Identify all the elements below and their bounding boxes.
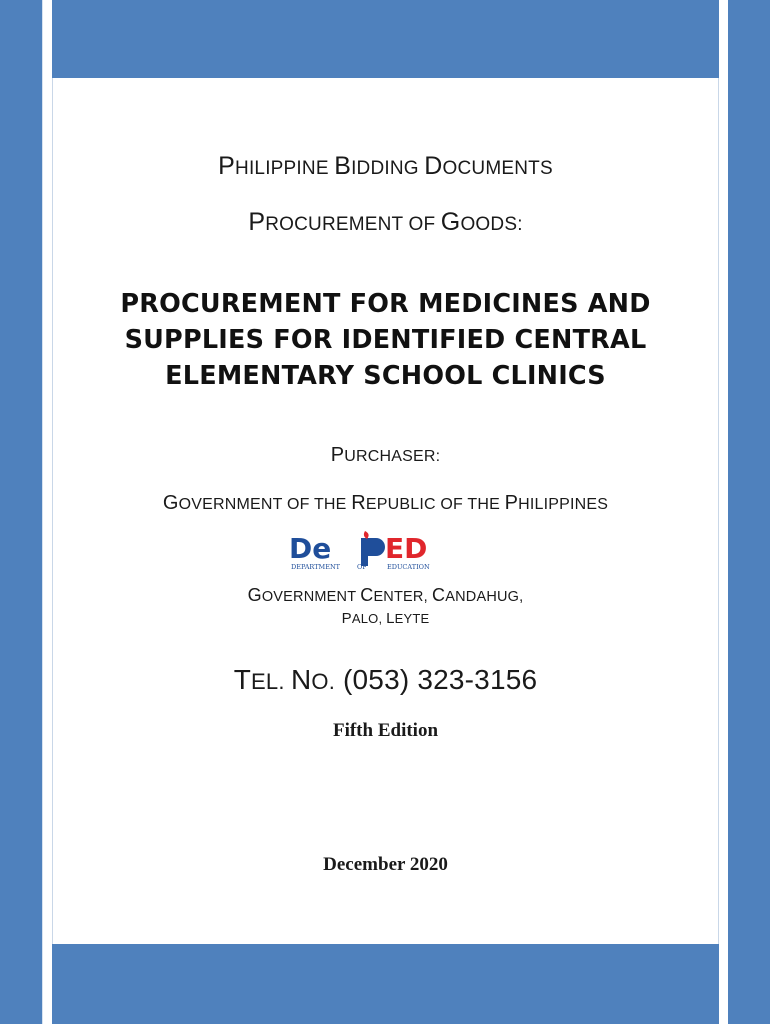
purchaser-label: PURCHASER: (330, 444, 441, 466)
deped-logo-graphic (287, 530, 457, 572)
doc-category-heading: PROCUREMENT OF GOODS: (248, 208, 523, 236)
edition-label: Fifth Edition (332, 720, 439, 741)
address-line-1: GOVERNMENT CENTER, CANDAHUG, (247, 585, 524, 605)
logo-subtitle-of: OF (357, 563, 367, 571)
logo-word-ed: ED (385, 532, 428, 565)
address-line-2: PALO, LEYTE (341, 610, 430, 627)
title-line: PROCUREMENT FOR MEDICINES AND (120, 289, 651, 319)
telephone-number: TEL. NO. (053) 323-3156 (233, 664, 538, 695)
purchaser-name: GOVERNMENT OF THE REPUBLIC OF THE PHILIPPINES (162, 492, 609, 514)
bottom-banner (52, 944, 719, 1024)
logo-subtitle-education: EDUCATION (387, 563, 430, 571)
logo-word-de: De (289, 532, 332, 565)
logo-subtitle-department: DEPARTMENT (291, 563, 340, 571)
top-banner (52, 0, 719, 78)
right-frame-strip (728, 0, 770, 1024)
title-line: ELEMENTARY SCHOOL CLINICS (165, 361, 606, 391)
document-date: December 2020 (323, 854, 448, 875)
deped-logo (287, 530, 457, 572)
title-line: SUPPLIES FOR IDENTIFIED CENTRAL (124, 325, 647, 355)
left-frame-strip (0, 0, 42, 1024)
document-title (52, 286, 719, 394)
doc-series-heading: PHILIPPINE BIDDING DOCUMENTS (218, 152, 553, 180)
